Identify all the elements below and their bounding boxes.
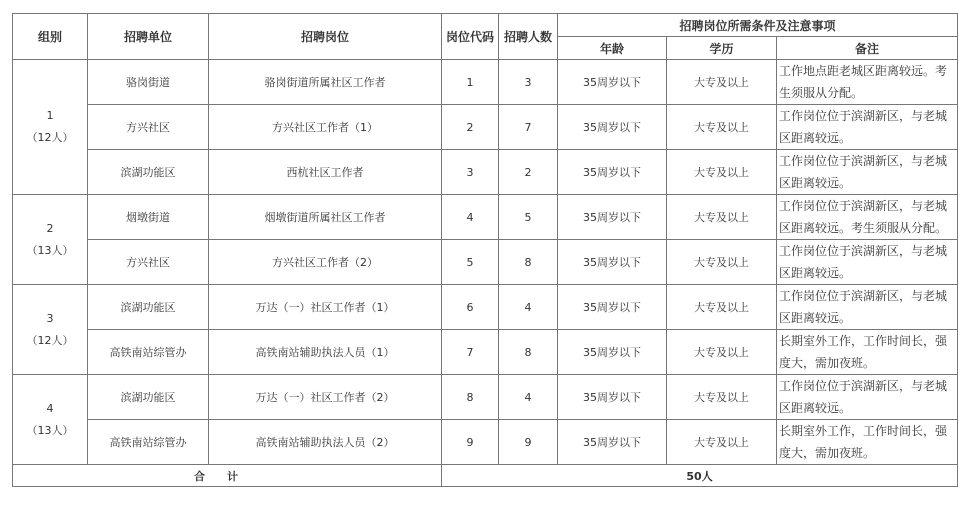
group-number: 2 — [46, 221, 54, 235]
position-cell: 烟墩街道所属社区工作者 — [209, 195, 442, 240]
count-cell: 2 — [499, 150, 558, 195]
position-cell: 方兴社区工作者（1） — [209, 105, 442, 150]
total-label: 合计 — [194, 469, 260, 483]
header-row — [13, 14, 958, 37]
table-row — [13, 420, 958, 465]
group-cell — [13, 195, 88, 285]
header-group: 组别 — [13, 14, 88, 60]
position-cell: 万达（一）社区工作者（2） — [209, 375, 442, 420]
position-cell: 万达（一）社区工作者（1） — [209, 285, 442, 330]
count-cell: 8 — [499, 330, 558, 375]
unit-cell: 滨湖功能区 — [88, 285, 209, 330]
table-row — [13, 240, 958, 285]
education-cell: 大专及以上 — [667, 240, 777, 285]
group-size: （13人） — [26, 423, 74, 437]
education-cell: 大专及以上 — [667, 285, 777, 330]
group-cell — [13, 60, 88, 195]
education-cell: 大专及以上 — [667, 195, 777, 240]
table-row — [13, 150, 958, 195]
code-cell: 5 — [442, 240, 499, 285]
remarks-cell: 工作岗位位于滨湖新区，与老城区距离较远。 — [777, 375, 958, 420]
recruitment-table-container — [12, 13, 958, 487]
group-number: 4 — [46, 401, 54, 415]
header-education: 学历 — [667, 37, 777, 60]
position-cell: 高铁南站辅助执法人员（2） — [209, 420, 442, 465]
total-value: 50人 — [442, 465, 958, 487]
unit-cell: 方兴社区 — [88, 240, 209, 285]
position-cell: 骆岗街道所属社区工作者 — [209, 60, 442, 105]
remarks-cell: 工作岗位位于滨湖新区，与老城区距离较远。 — [777, 105, 958, 150]
age-cell: 35周岁以下 — [558, 105, 667, 150]
count-cell: 7 — [499, 105, 558, 150]
header-unit: 招聘单位 — [88, 14, 209, 60]
group-number: 1 — [46, 109, 54, 122]
remarks-cell: 工作地点距老城区距离较远。考生须服从分配。 — [777, 60, 958, 105]
header-age: 年龄 — [558, 37, 667, 60]
count-cell: 5 — [499, 195, 558, 240]
header-code: 岗位代码 — [442, 14, 499, 60]
unit-cell: 烟墩街道 — [88, 195, 209, 240]
education-cell: 大专及以上 — [667, 150, 777, 195]
unit-cell: 滨湖功能区 — [88, 375, 209, 420]
group-size: （13人） — [26, 243, 74, 257]
group-cell — [13, 285, 88, 375]
position-cell: 高铁南站辅助执法人员（1） — [209, 330, 442, 375]
code-cell: 6 — [442, 285, 499, 330]
age-cell: 35周岁以下 — [558, 195, 667, 240]
remarks-cell: 工作岗位位于滨湖新区，与老城区距离较远。 — [777, 240, 958, 285]
age-cell: 35周岁以下 — [558, 60, 667, 105]
total-label-cell — [13, 465, 442, 487]
total-row — [13, 465, 958, 487]
count-cell: 3 — [499, 60, 558, 105]
position-cell: 方兴社区工作者（2） — [209, 240, 442, 285]
unit-cell: 高铁南站综管办 — [88, 330, 209, 375]
age-cell: 35周岁以下 — [558, 375, 667, 420]
table-row — [13, 105, 958, 150]
age-cell: 35周岁以下 — [558, 240, 667, 285]
group-number: 3 — [46, 311, 54, 325]
header-remarks: 备注 — [777, 37, 958, 60]
table-row — [13, 375, 958, 420]
code-cell: 8 — [442, 375, 499, 420]
unit-cell: 滨湖功能区 — [88, 150, 209, 195]
count-cell: 4 — [499, 375, 558, 420]
header-conditions: 招聘岗位所需条件及注意事项 — [558, 14, 958, 37]
remarks-cell: 工作岗位位于滨湖新区，与老城区距离较远。 — [777, 285, 958, 330]
age-cell: 35周岁以下 — [558, 420, 667, 465]
remarks-cell: 工作岗位位于滨湖新区，与老城区距离较远。 — [777, 150, 958, 195]
remarks-cell: 长期室外工作，工作时间长，强度大，需加夜班。 — [777, 330, 958, 375]
group-size: （12人） — [26, 333, 74, 347]
table-row — [13, 195, 958, 240]
remarks-cell: 工作岗位位于滨湖新区，与老城区距离较远。考生须服从分配。 — [777, 195, 958, 240]
count-cell: 9 — [499, 420, 558, 465]
group-size: （12人） — [26, 131, 74, 144]
code-cell: 4 — [442, 195, 499, 240]
education-cell: 大专及以上 — [667, 105, 777, 150]
remarks-cell: 长期室外工作，工作时间长，强度大，需加夜班。 — [777, 420, 958, 465]
education-cell: 大专及以上 — [667, 60, 777, 105]
unit-cell: 高铁南站综管办 — [88, 420, 209, 465]
code-cell: 2 — [442, 105, 499, 150]
group-cell — [13, 375, 88, 465]
education-cell: 大专及以上 — [667, 330, 777, 375]
code-cell: 7 — [442, 330, 499, 375]
age-cell: 35周岁以下 — [558, 285, 667, 330]
education-cell: 大专及以上 — [667, 375, 777, 420]
age-cell: 35周岁以下 — [558, 150, 667, 195]
age-cell: 35周岁以下 — [558, 330, 667, 375]
code-cell: 3 — [442, 150, 499, 195]
header-count: 招聘人数 — [499, 14, 558, 60]
header-position: 招聘岗位 — [209, 14, 442, 60]
count-cell: 8 — [499, 240, 558, 285]
unit-cell: 方兴社区 — [88, 105, 209, 150]
table-row — [13, 285, 958, 330]
code-cell: 9 — [442, 420, 499, 465]
table-row — [13, 60, 958, 105]
recruitment-table — [12, 13, 958, 487]
unit-cell: 骆岗街道 — [88, 60, 209, 105]
code-cell: 1 — [442, 60, 499, 105]
count-cell: 4 — [499, 285, 558, 330]
table-row — [13, 330, 958, 375]
education-cell: 大专及以上 — [667, 420, 777, 465]
position-cell: 西杭社区工作者 — [209, 150, 442, 195]
